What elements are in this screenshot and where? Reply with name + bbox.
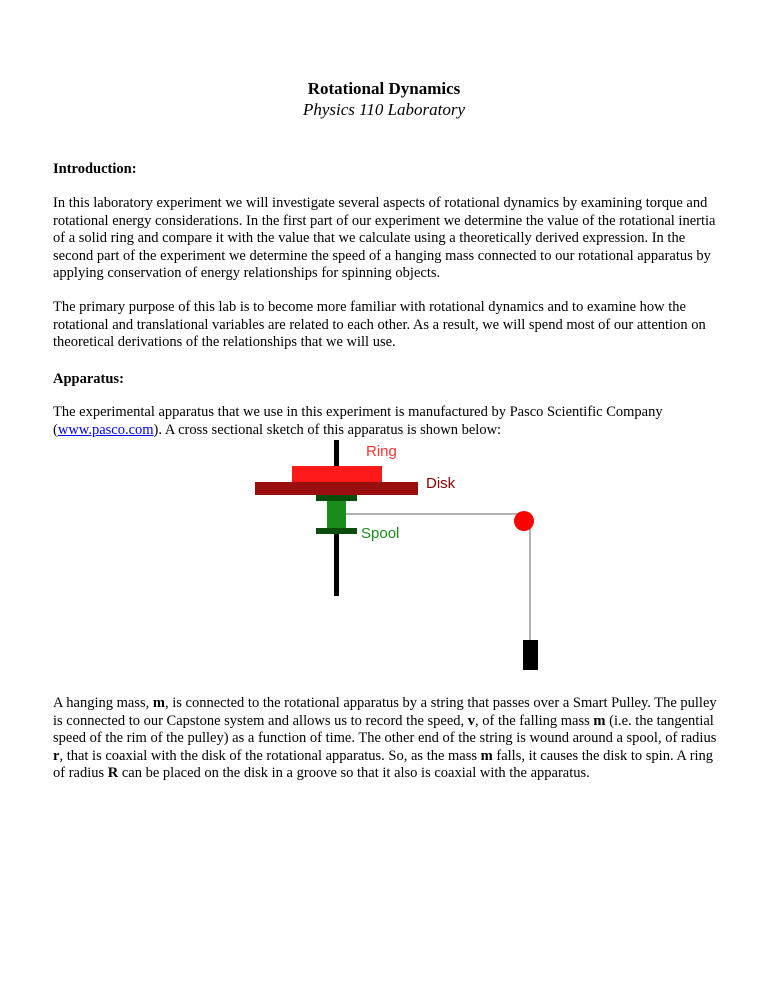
apparatus-heading: Apparatus: (53, 371, 124, 387)
introduction-paragraph-2 (53, 299, 725, 352)
disk-label: Disk (426, 475, 456, 492)
apparatus-text: A hanging mass, (53, 695, 153, 711)
hanging-mass (523, 640, 538, 670)
introduction-paragraph-1 (53, 195, 725, 283)
page-subtitle: Physics 110 Laboratory (302, 100, 466, 119)
apparatus-paragraph-2 (53, 695, 725, 783)
ring (292, 466, 382, 482)
variable-big-r: R (107, 765, 119, 781)
apparatus-text: (i.e. the tangential speed of the rim of the pulley) as a function of time. The other end of the string is wound around a spool, of radius (53, 712, 717, 746)
introduction-paragraph-1-text: In this laboratory experiment we will investigate several aspects of rotational dynamics by examining torque and rotational energy considerations. In the first part of our experiment we determine the value of the rotational inertia of a solid ring and compare it with the value that we calculate using a theoretically derived expression. In the second part of the experiment we determine the speed of a hanging mass connected to our rotational apparatus by applying conservation of energy relationships for spinning objects. (53, 195, 716, 281)
variable-m: m (480, 747, 493, 764)
pasco-link[interactable]: www.pasco.com (57, 421, 154, 438)
apparatus-text: ). A cross sectional sketch of this apparatus is shown below: (153, 421, 502, 438)
ring-label: Ring (366, 443, 397, 460)
disk (255, 482, 418, 495)
variable-m: m (152, 695, 165, 711)
variable-v: v (467, 712, 476, 729)
apparatus-text: can be placed on the disk in a groove so that it also is coaxial with the apparatus. (118, 765, 590, 781)
variable-r: r (53, 747, 60, 764)
apparatus-text: , of the falling mass (475, 712, 594, 729)
introduction-heading: Introduction: (53, 161, 137, 177)
spool-bottom-flange (316, 528, 357, 534)
introduction-paragraph-2-text: The primary purpose of this lab is to become more familiar with rotational dynamics and to examine how the rotational and translational variables are related to each other. As a result, we will spend most of our attention on theoretical derivations of the relationships that we will use. (53, 299, 706, 350)
apparatus-text: , is connected to the rotational apparatus by a string that passes over a Smart Pulley. The pulley is connected to our Capstone system and allows us to record the speed, (53, 695, 717, 729)
apparatus-text: falls, it causes the disk to spin. A ring of radius (53, 747, 714, 781)
apparatus-diagram (240, 432, 560, 672)
apparatus-text: , that is coaxial with the disk of the rotational apparatus. So, as the mass (59, 747, 481, 764)
page-title: Rotational Dynamics (307, 79, 461, 98)
spool-top-flange (316, 495, 357, 501)
variable-m: m (593, 712, 606, 729)
smart-pulley (514, 511, 534, 531)
spool-label: Spool (361, 525, 400, 542)
spool (327, 501, 346, 528)
apparatus-text: The experimental apparatus that we use in this experiment is manufactured by Pasco Scientific Company ( (53, 404, 663, 438)
